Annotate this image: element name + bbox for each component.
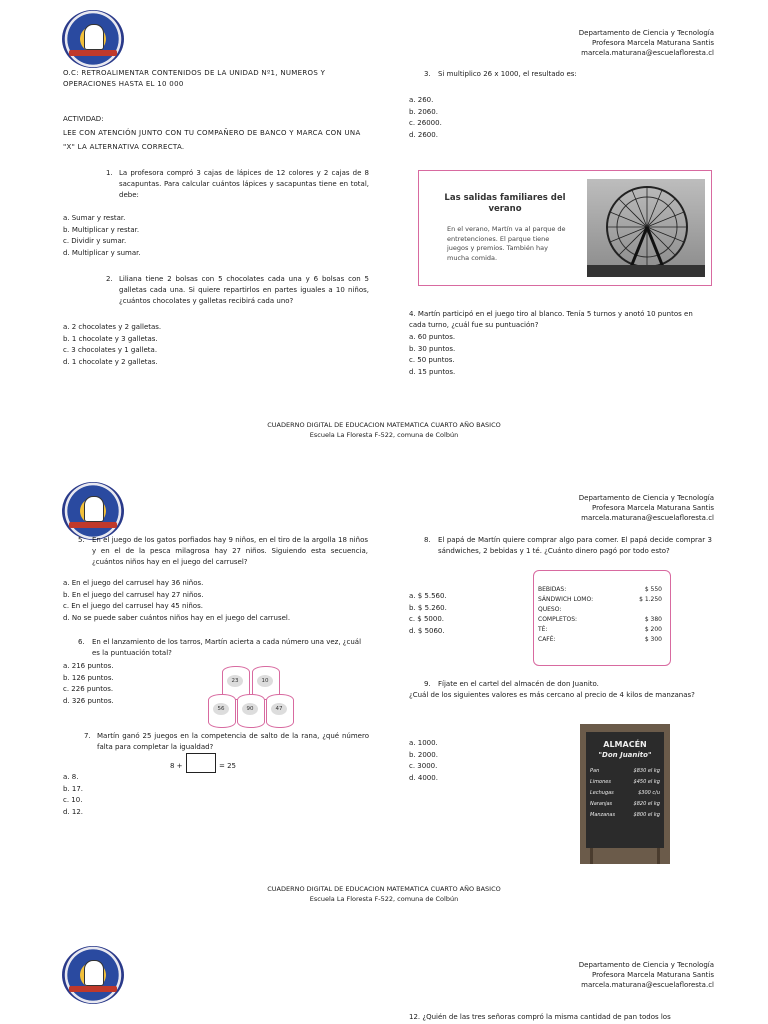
menu-row <box>538 595 662 605</box>
ferris-wheel-image <box>587 179 705 277</box>
activity-title: ACTIVIDAD: <box>63 115 104 123</box>
activity-instructions: LEE CON ATENCIÓN JUNTO CON TU COMPAÑERO DE BANCO Y MARCA CON UNA "X" LA ALTERNATIVA CORRECTA. <box>63 129 361 151</box>
menu-item: TÉ: <box>538 626 548 633</box>
can <box>237 694 265 728</box>
sign-row <box>586 799 664 810</box>
sign-row <box>586 766 664 777</box>
sign-price: $820 el kg <box>633 801 660 807</box>
q9-number: 9. <box>424 680 431 688</box>
header-email: marcela.maturana@escuelafloresta.cl <box>581 981 714 989</box>
sign-row <box>586 788 664 799</box>
sign-price: $830 el kg <box>633 768 660 774</box>
q9-option-a[interactable]: a. 1000. <box>409 739 438 747</box>
q1-option-b[interactable]: b. Multiplicar y restar. <box>63 225 140 234</box>
menu-row <box>538 635 662 645</box>
can-number: 23 <box>227 675 243 687</box>
menu-item: QUESO: <box>538 606 562 613</box>
menu-item: BEBIDAS: <box>538 586 567 593</box>
q6-option-d[interactable]: d. 326 puntos. <box>63 697 114 706</box>
q9-option-c[interactable]: c. 3000. <box>409 762 438 771</box>
store-sign <box>580 724 670 864</box>
can-number: 47 <box>271 703 287 715</box>
header-email: marcela.maturana@escuelafloresta.cl <box>581 514 714 522</box>
q5-option-a[interactable]: a. En el juego del carrusel hay 36 niños. <box>63 579 204 587</box>
can <box>266 694 294 728</box>
page2-footer <box>0 884 768 904</box>
box-body: En el verano, Martín va al parque de entretenciones. El parque tiene juegos y premios. También hay mucha comida. <box>447 225 566 262</box>
menu-price: $ 200 <box>644 626 662 633</box>
menu-row <box>538 625 662 635</box>
school-logo <box>62 946 124 1004</box>
header-prof: Profesora Marcela Maturana Santis <box>591 504 714 512</box>
sign-item: Manzanas <box>590 812 616 818</box>
q6-text: En el lanzamiento de los tarros, Martín acierta a cada número una vez, ¿cuál es la puntuación total? <box>92 638 362 657</box>
q5-option-c[interactable]: c. En el juego del carrusel hay 45 niños. <box>63 602 203 611</box>
q7-text: Martín ganó 25 juegos en la competencia de salto de la rana, ¿qué número falta para completar la igualdad? <box>97 732 369 751</box>
menu-price: $ 380 <box>644 616 662 623</box>
q4-option-c[interactable]: c. 50 puntos. <box>409 356 455 365</box>
q8-option-b[interactable]: b. $ 5.260. <box>409 603 447 612</box>
header-prof: Profesora Marcela Maturana Santis <box>591 39 714 47</box>
q2-option-b[interactable]: b. 1 chocolate y 3 galletas. <box>63 334 158 343</box>
q9-text2: ¿Cuál de los siguientes valores es más cercano al precio de 4 kilos de manzanas? <box>409 691 695 699</box>
q7-option-c[interactable]: c. 10. <box>63 796 83 805</box>
q1-option-d[interactable]: d. Multiplicar y sumar. <box>63 249 141 258</box>
menu-row <box>538 615 662 625</box>
q6-option-a[interactable]: a. 216 puntos. <box>63 662 114 670</box>
menu-item: COMPLETOS: <box>538 616 578 623</box>
can-number: 10 <box>257 675 273 687</box>
page1-footer <box>0 420 768 440</box>
cans-pyramid <box>204 664 296 728</box>
q8-option-d[interactable]: d. $ 5060. <box>409 627 445 636</box>
q8-options <box>409 591 447 638</box>
page-header <box>454 960 714 990</box>
q8-option-c[interactable]: c. $ 5000. <box>409 615 445 624</box>
q9-text1: Fíjate en el cartel del almacén de don Juanito. <box>438 680 599 688</box>
q2-number: 2. <box>106 275 113 283</box>
q7-option-d[interactable]: d. 12. <box>63 808 84 817</box>
price-menu <box>533 570 671 666</box>
q7-eq-right: = 25 <box>219 762 236 770</box>
q4-option-a[interactable]: a. 60 puntos. <box>409 333 456 341</box>
q3-options <box>409 95 442 142</box>
q3-option-c[interactable]: c. 26000. <box>409 119 442 128</box>
sign-row <box>586 777 664 788</box>
q1-option-c[interactable]: c. Dividir y sumar. <box>63 237 127 246</box>
q6-number: 6. <box>78 638 85 646</box>
q9-options <box>409 738 438 785</box>
header-email: marcela.maturana@escuelafloresta.cl <box>581 49 714 57</box>
q1-text: La profesora compró 3 cajas de lápices de 12 colores y 2 cajas de 8 sacapuntas. Para calcular cuántos lápices y sacapuntas tiene en total, debe: <box>119 169 369 199</box>
learning-objective: O.C: RETROALIMENTAR CONTENIDOS DE LA UNIDAD Nº1, NUMEROS Y OPERACIONES HASTA EL 10 000 <box>63 69 326 88</box>
q8-option-a[interactable]: a. $ 5.560. <box>409 592 447 600</box>
box-title: Las salidas familiares del verano <box>444 193 566 214</box>
can-number: 90 <box>242 703 258 715</box>
sign-board <box>586 732 664 848</box>
q3-option-d[interactable]: d. 2600. <box>409 131 438 140</box>
summer-outings-box <box>418 170 712 286</box>
q3-option-b[interactable]: b. 2060. <box>409 107 438 116</box>
footer-line1: CUADERNO DIGITAL DE EDUCACION MATEMATICA CUARTO AÑO BASICO <box>267 885 501 893</box>
q5-number: 5. <box>78 536 85 544</box>
q2-option-c[interactable]: c. 3 chocolates y 1 galleta. <box>63 346 158 355</box>
q3-number: 3. <box>424 70 431 78</box>
sign-subtitle: "Don Juanito" <box>598 751 652 759</box>
sign-row <box>586 810 664 821</box>
menu-row <box>538 605 662 615</box>
q3-option-a[interactable]: a. 260. <box>409 96 434 104</box>
sign-rows <box>586 766 664 821</box>
q1-number: 1. <box>106 169 113 177</box>
school-logo <box>62 10 124 68</box>
q5-text: En el juego de los gatos porfiados hay 9 niños, en el tiro de la argolla 18 niños y en el de la pesca milagrosa hay 27 niños. Siguiendo esta secuencia, ¿cuántos niños hay en el juego del carrusel? <box>92 536 368 566</box>
q6-option-b[interactable]: b. 126 puntos. <box>63 673 114 682</box>
q2-text: Liliana tiene 2 bolsas con 5 chocolates cada una y 6 bolsas con 5 galletas cada una. Si quiere repartirlos en partes iguales a 10 niños, ¿cuántos chocolates y galletas recibirá cada uno? <box>119 275 369 305</box>
sign-title: ALMACÉN <box>603 740 647 749</box>
q8-text: El papá de Martín quiere comprar algo para comer. El papá decide comprar 3 sándwiches, 2 bebidas y 1 té. ¿Cuánto dinero pagó por todo esto? <box>438 536 712 555</box>
sign-price: $800 el kg <box>633 812 660 818</box>
footer-line1: CUADERNO DIGITAL DE EDUCACION MATEMATICA CUARTO AÑO BASICO <box>267 421 501 429</box>
page-header <box>454 28 714 58</box>
q5-option-d[interactable]: d. No se puede saber cuántos niños hay en el juego del carrusel. <box>63 614 291 623</box>
sign-price: $450 el kg <box>633 779 660 785</box>
q1-option-a[interactable]: a. Sumar y restar. <box>63 214 126 222</box>
q7-number: 7. <box>84 732 91 740</box>
menu-rows <box>538 585 662 645</box>
footer-line2: Escuela La Floresta F-522, comuna de Colbún <box>309 895 459 903</box>
header-dept: Departamento de Ciencia y Tecnología <box>578 29 714 37</box>
q6-options <box>63 661 114 708</box>
school-logo <box>62 482 124 540</box>
menu-item: CAFÉ: <box>538 636 556 643</box>
header-prof: Profesora Marcela Maturana Santis <box>591 971 714 979</box>
q2-option-d[interactable]: d. 1 chocolate y 2 galletas. <box>63 358 158 367</box>
menu-item: SÁNDWICH LOMO: <box>538 596 594 603</box>
q7-options <box>63 772 83 819</box>
sign-price: $300 c/u <box>638 790 660 796</box>
sign-item: Naranjas <box>590 801 613 807</box>
q7-answer-box[interactable] <box>186 753 216 773</box>
q2-options <box>63 322 161 369</box>
menu-price: $ 300 <box>644 636 662 643</box>
sign-item: Lechugas <box>590 790 614 796</box>
q4-options <box>409 332 455 379</box>
q9-option-d[interactable]: d. 4000. <box>409 774 438 783</box>
q12-text: 12. ¿Quién de las tres señoras compró la misma cantidad de pan todos los <box>409 1013 671 1021</box>
q4-text: 4. Martín participó en el juego tiro al blanco. Tenía 5 turnos y anotó 10 puntos en cada turno, ¿cuál fue su puntuación? <box>409 310 693 329</box>
sign-item: Limones <box>590 779 611 785</box>
q6-option-c[interactable]: c. 226 puntos. <box>63 685 114 694</box>
sign-item: Pan <box>590 768 600 774</box>
can <box>208 694 236 728</box>
menu-row <box>538 585 662 595</box>
q9-option-b[interactable]: b. 2000. <box>409 750 438 759</box>
q1-options <box>63 213 141 260</box>
footer-line2: Escuela La Floresta F-522, comuna de Colbún <box>309 431 459 439</box>
q7-eq-left: 8 + <box>170 762 183 770</box>
menu-price: $ 1.250 <box>639 596 662 603</box>
can-number: 56 <box>213 703 229 715</box>
q7-option-b[interactable]: b. 17. <box>63 784 84 793</box>
q5-options <box>63 578 290 625</box>
page-header <box>454 493 714 523</box>
header-dept: Departamento de Ciencia y Tecnología <box>578 494 714 502</box>
header-dept: Departamento de Ciencia y Tecnología <box>578 961 714 969</box>
q7-option-a[interactable]: a. 8. <box>63 773 79 781</box>
q5-option-b[interactable]: b. En el juego del carrusel hay 27 niños. <box>63 590 204 599</box>
q3-text: Si multiplico 26 x 1000, el resultado es: <box>438 70 577 78</box>
q2-option-a[interactable]: a. 2 chocolates y 2 galletas. <box>63 323 162 331</box>
q8-number: 8. <box>424 536 431 544</box>
q4-option-d[interactable]: d. 15 puntos. <box>409 368 456 377</box>
q4-option-b[interactable]: b. 30 puntos. <box>409 344 456 353</box>
menu-price: $ 550 <box>644 586 662 593</box>
